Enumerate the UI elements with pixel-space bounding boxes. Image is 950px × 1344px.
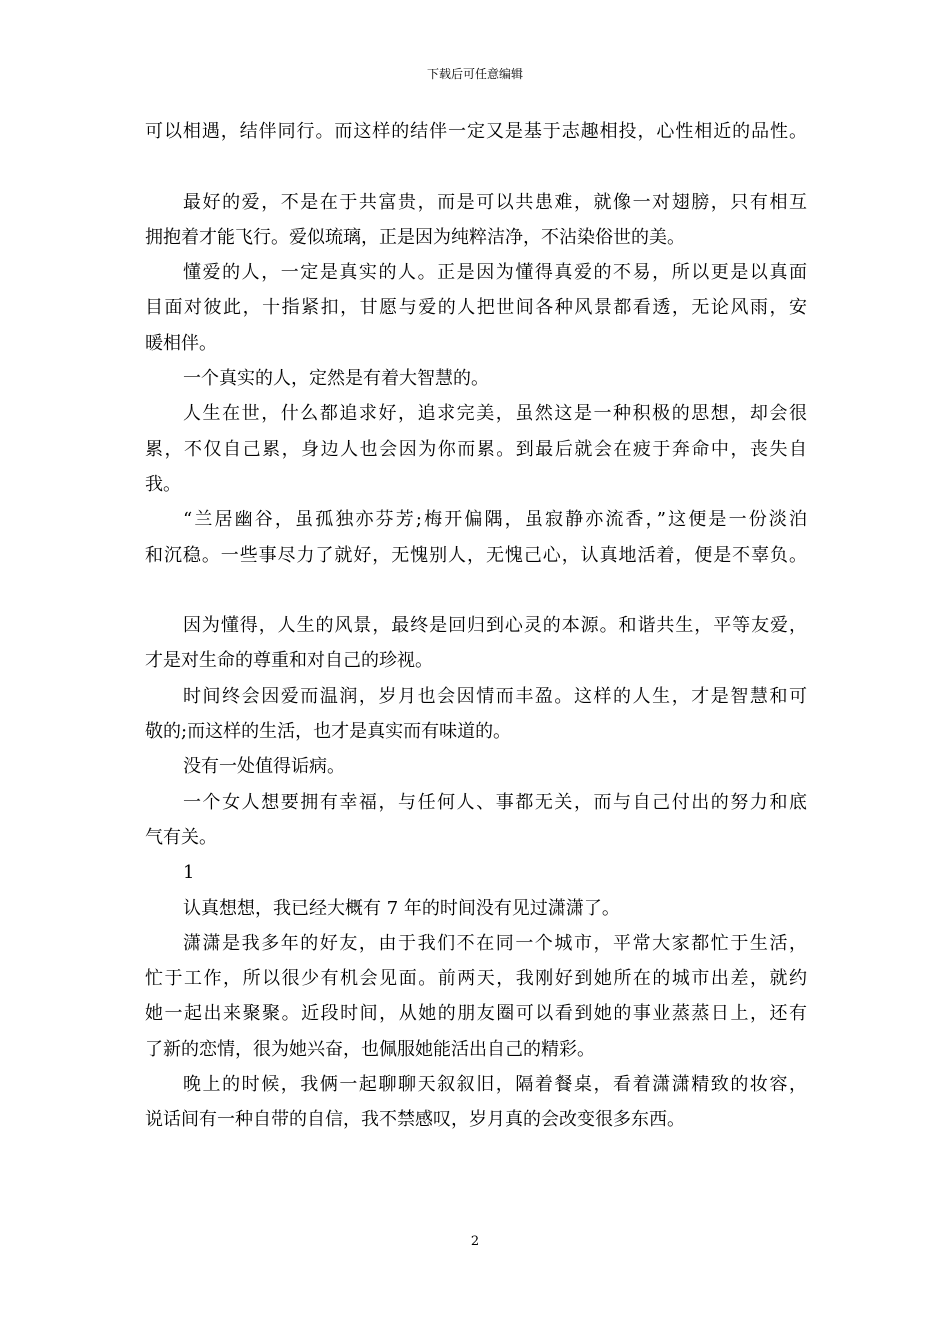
text-line: 一个真实的人，定然是有着大智慧的。 [183,368,489,390]
text-line: 拥抱着才能飞行。爱似琉璃，正是因为纯粹洁净，不沾染俗世的美。 [145,226,685,248]
text-line: 说话间有一种自带的自信，我不禁感叹，岁月真的会改变很多东西。 [145,1109,685,1131]
page-header: 下载后可任意编辑 [426,67,523,81]
text-line: 和沉稳。一些事尽力了就好，无愧别人，无愧己心，认真地活着，便是不辜负。 [145,544,807,566]
text-line: 潇潇是我多年的好友，由于我们不在同一个城市，平常大家都忙于生活， [183,932,807,954]
text-line: 认真想想，我已经大概有 7 年的时间没有见过潇潇了。 [183,897,620,919]
text-line: 一个女人想要拥有幸福，与任何人、事都无关，而与自己付出的努力和底 [183,791,807,813]
text-line: 最好的爱，不是在于共富贵，而是可以共患难，就像一对翅膀，只有相互 [183,191,807,213]
text-line: 没有一处值得诟病。 [183,756,345,778]
text-line: 因为懂得，人生的风景，最终是回归到心灵的本源。和谐共生，平等友爱， [183,615,807,637]
text-line: 她一起出来聚聚。近段时间，从她的朋友圈可以看到她的事业蒸蒸日上，还有 [145,1003,807,1025]
blank-line [145,156,807,191]
text-line: 人生在世，什么都追求好，追求完美，虽然这是一种积极的思想，却会很 [183,403,807,425]
text-line: 目面对彼此，十指紧扣，甘愿与爱的人把世间各种风景都看透，无论风雨，安 [145,297,807,319]
text-line: 晚上的时候，我俩一起聊聊天叙叙旧，隔着餐桌，看着潇潇精致的妆容， [183,1074,807,1096]
blank-line [145,580,807,615]
text-line: 我。 [145,473,181,495]
text-line: 敬的;而这样的生活，也才是真实而有味道的。 [145,721,512,743]
text-line: 1 [183,862,195,884]
document-body [145,121,807,1145]
text-line: “兰居幽谷，虽孤独亦芬芳;梅开偏隅，虽寂静亦流香，”这便是一份淡泊 [183,509,807,531]
page-number: 2 [470,1234,480,1249]
text-line: 暖相伴。 [145,332,217,354]
text-line: 了新的恋情，很为她兴奋，也佩服她能活出自己的精彩。 [145,1038,595,1060]
text-line: 气有关。 [145,826,217,848]
text-line: 累，不仅自己累，身边人也会因为你而累。到最后就会在疲于奔命中，丧失自 [145,438,807,460]
text-line: 懂爱的人，一定是真实的人。正是因为懂得真爱的不易，所以更是以真面 [183,262,807,284]
text-line: 可以相遇，结伴同行。而这样的结伴一定又是基于志趣相投，心性相近的品性。 [145,121,807,142]
text-line: 才是对生命的尊重和对自己的珍视。 [145,650,433,672]
text-line: 忙于工作，所以很少有机会见面。前两天，我刚好到她所在的城市出差，就约 [145,968,807,990]
text-line: 时间终会因爱而温润，岁月也会因情而丰盈。这样的人生，才是智慧和可 [183,685,807,707]
